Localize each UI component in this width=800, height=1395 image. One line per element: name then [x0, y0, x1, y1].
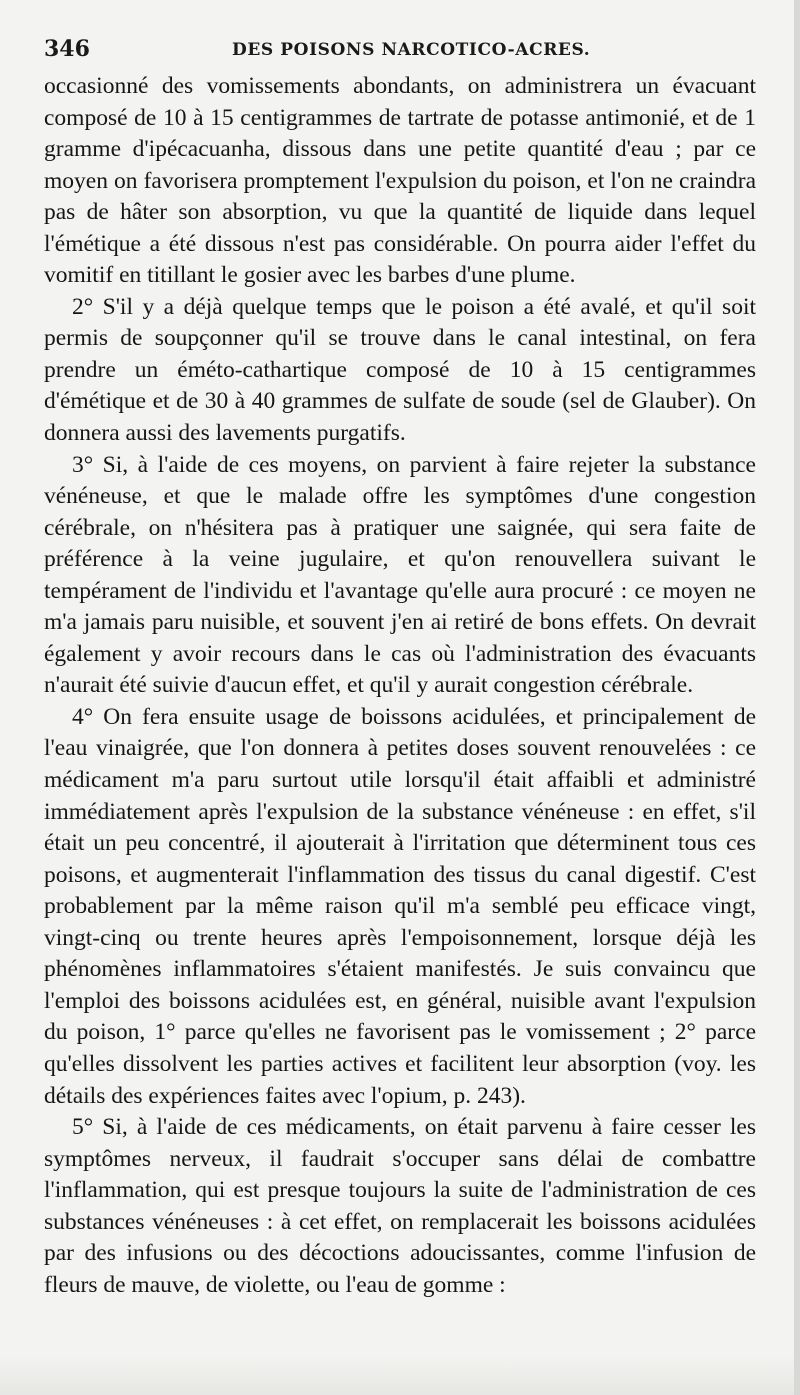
paragraph-continuation: occasionné des vomissements abondants, on administrera un évacuant composé de 10 à 15 centigrammes de tartrate de potasse antimonié, et de 1 gramme d'ipécacuanha, dissous dans une petite quantité d'eau ; par ce moyen on favorisera promptement l'expulsion du poison, et l'on ne craindra pas de hâter son absorption, vu que la quantité de liquide dans lequel l'émétique a été dissous n'est pas considérable. On pourra aider l'effet du vomitif en titillant le gosier avec les barbes d'une plume.: [44, 73, 756, 289]
paragraph-item-3: 3° Si, à l'aide de ces moyens, on parvient à faire rejeter la substance vénéneuse, et que le malade offre les symptômes d'une congestion cérébrale, on n'hésitera pas à pratiquer une saignée, qui sera faite de préférence à la veine jugulaire, et qu'on renouvellera suivant le tempérament de l'individu et l'avantage qu'elle aura procuré : ce moyen ne m'a jamais paru nuisible, et souvent j'en ai retiré de bons effets. On devrait également y avoir recours dans le cas où l'administration des évacuants n'aurait été suivie d'aucun effet, et qu'il y aurait congestion cérébrale.: [44, 451, 756, 699]
paragraph-item-2: 2° S'il y a déjà quelque temps que le poison a été avalé, et qu'il soit permis de soupçonner qu'il se trouve dans le canal intestinal, on fera prendre un éméto-cathartique composé de 10 à 15 centigrammes d'émétique et de 30 à 40 grammes de sulfate de soude (sel de Glauber). On donnera aussi des lavements purgatifs.: [44, 293, 756, 447]
page-bottom-shadow: [0, 1355, 800, 1395]
paragraph-item-4: 4° On fera ensuite usage de boissons acidulées, et principalement de l'eau vinaigrée, que l'on donnera à petites doses souvent renouvelées : ce médicament m'a paru surtout utile lorsqu'il était affaibli et administré immédiatement après l'expulsion de la substance vénéneuse : en effet, s'il était un peu concentré, il ajouterait à l'irritation que déterminent tous ces poisons, et augmenterait l'inflammation des tissus du canal digestif. C'est probablement par la même raison qu'il m'a semblé peu efficace vingt, vingt-cinq ou trente heures après l'empoisonnement, lorsque déjà les phénomènes inflammatoires s'étaient manifestés. Je suis convaincu que l'emploi des boissons acidulées est, en général, nuisible avant l'expulsion du poison, 1° parce qu'elles ne favorisent pas le vomissement ; 2° parce qu'elles dissolvent les parties actives et facilitent leur absorption (voy. les détails des expériences faites avec l'opium, p. 243).: [44, 703, 756, 1109]
running-title: DES POISONS NARCOTICO-ACRES.: [232, 40, 591, 60]
page-number: 346: [44, 36, 90, 62]
page-body: [44, 71, 756, 1301]
page-header: [44, 30, 754, 70]
paragraph-item-5: 5° Si, à l'aide de ces médicaments, on était parvenu à faire cesser les symptômes nerveux, il faudrait s'occuper sans délai de combattre l'inflammation, qui est presque toujours la suite de l'administration de ces substances vénéneuses : à cet effet, on remplacerait les boissons acidulées par des infusions ou des décoctions adoucissantes, comme l'infusion de fleurs de mauve, de violette, ou l'eau de gomme :: [44, 1114, 756, 1298]
